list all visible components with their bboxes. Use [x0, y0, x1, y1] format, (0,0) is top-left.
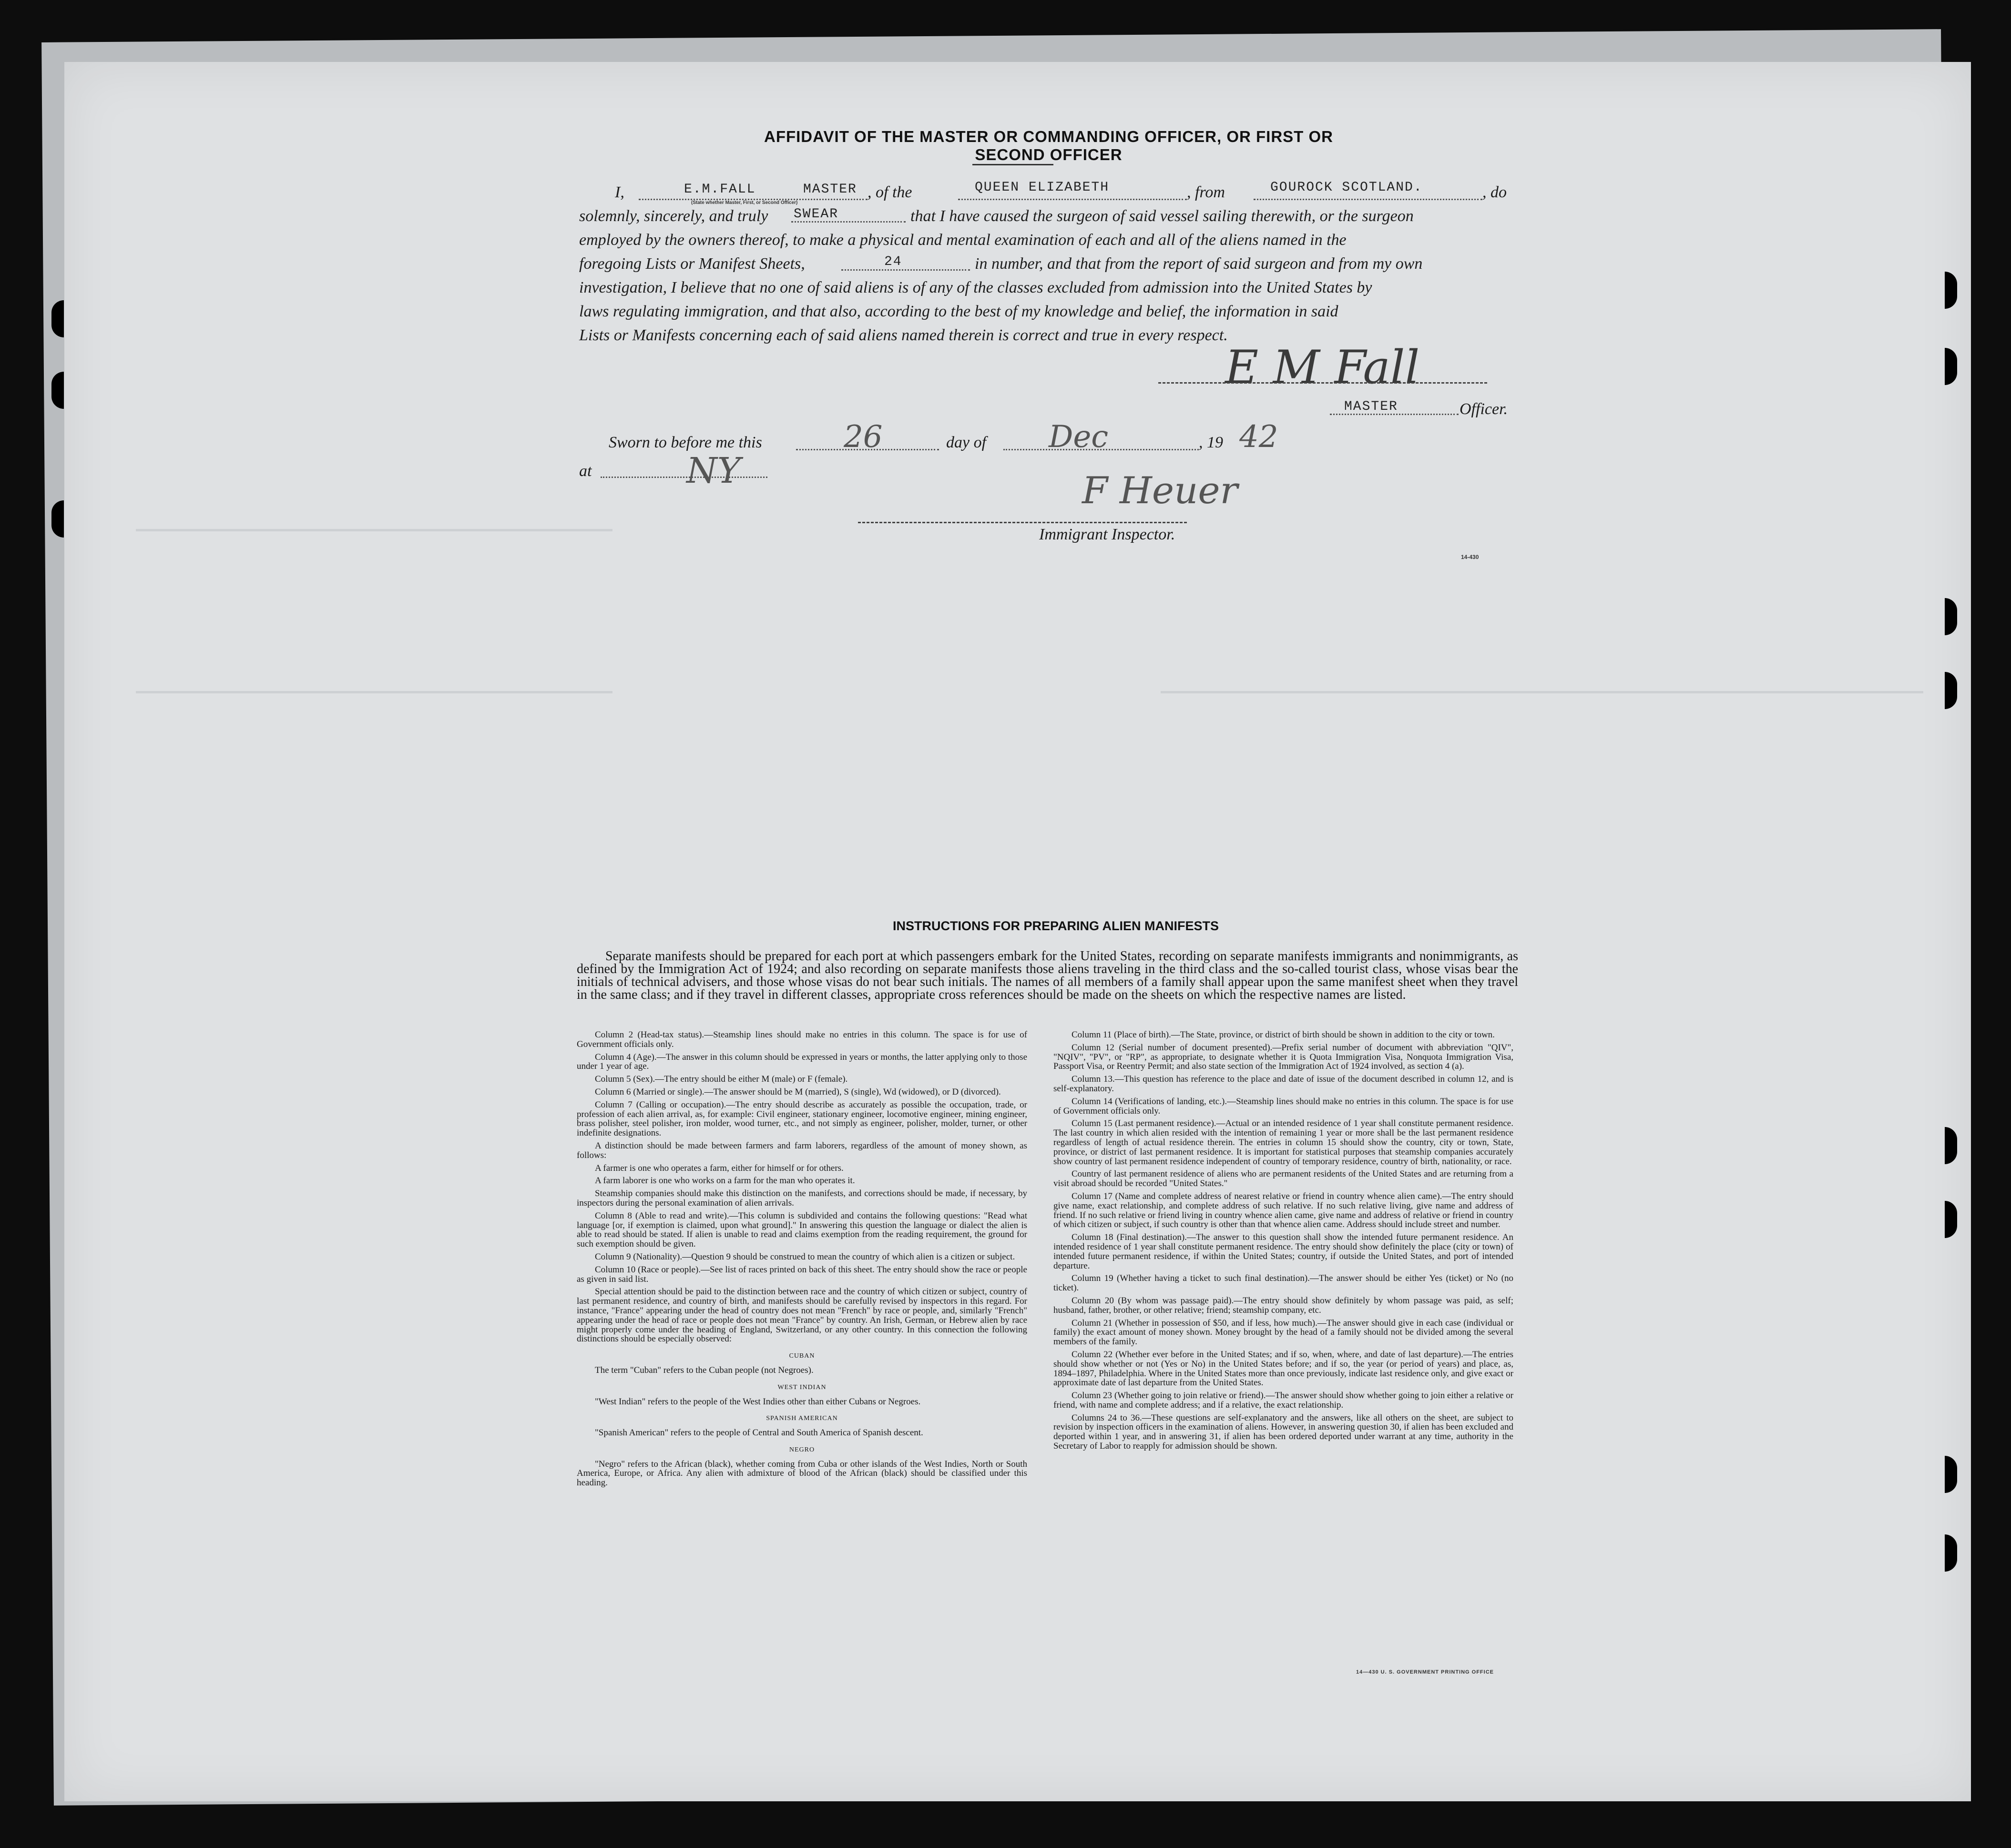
- race-definition: "Spanish American" refers to the people of Central and South America of Spanish descent.: [595, 1428, 923, 1438]
- race-heading: WEST INDIAN: [777, 1383, 827, 1391]
- instruction-paragraph: Column 2 (Head-tax status).—Steamship lines should make no entries in this column. The space is for use of Government officials only.: [577, 1030, 1027, 1049]
- officer-field-line: [1330, 413, 1459, 415]
- year-prefix-label: , 19: [1199, 434, 1223, 451]
- at-label: at: [579, 462, 592, 480]
- instruction-paragraph: Column 12 (Serial number of document presented).—Prefix serial number of document with abbreviation "QIV", "NQIV", "PV", or "RP", as appropriate, to designate whether it is Quota Immigration Visa, Nonquota Immigration Visa, Passport Visa, or Reentry Permit; and also state section of the Immigration Act of 1924 involved, as section 4 (a).: [1053, 1042, 1513, 1072]
- sworn-label: Sworn to before me this: [609, 434, 762, 451]
- instructions-intro: Separate manifests should be prepared for each port at which passengers embark for the United States, recording on separate manifests immigrants and nonimmigrants, as defined by the Immigration Act of 1924; and also recording on separate manifests those aliens traveling in the third class and the so-called tourist class, whose visas bear the initials of technical advisers, and those whose visas do not bear such initials. The names of all members of a family shall appear upon the same manifest sheet when they travel in the same class; and if they travel in different classes, appropriate cross references should be made on the sheets on which the respective names are listed.: [577, 949, 1518, 1002]
- binder-hole: [1945, 348, 1957, 385]
- binder-hole: [51, 300, 64, 337]
- binder-hole: [51, 372, 64, 409]
- inspector-signature: F Heuer: [1082, 469, 1238, 512]
- instruction-paragraph: A farm laborer is one who works on a farm for the man who operates it.: [595, 1176, 855, 1186]
- instruction-paragraph: Column 15 (Last permanent residence).—Actual or an intended residence of 1 year shall constitute permanent residence. The last country in which alien resided with the intention of remaining 1 year or more shall be the last permanent residence regardless of length of actual residence therein. The entries in column 15 should show the country, city or town, State, province, or district of last permanent residence. It is important for statistical purposes that steamship companies accurately show country of last permanent residence independent of country of temporary residence, country of birth, nationality, or race.: [1053, 1118, 1513, 1167]
- instruction-paragraph: Column 21 (Whether in possession of $50, and if less, how much).—The answer should give in each case (individual or family) the exact amount of money shown. Money brought by the head of a family should not be divided among the several members of the family.: [1053, 1318, 1513, 1347]
- instruction-paragraph: Columns 24 to 36.—These questions are self-explanatory and the answers, like all others on the sheet, are subject to revision by inspection officers in the examination of aliens. However, in answering question 30, if alien has been excluded and deported within 1 year, and in answering 31, if alien has been ordered deported under warrant at any time, authority in the Secretary of Labor to reapply for admission should be shown.: [1053, 1412, 1513, 1452]
- binder-hole: [1945, 1534, 1957, 1572]
- affidavit-line-4b: in number, and that from the report of said surgeon and from my own: [975, 255, 1423, 273]
- sheets-field-line: [841, 268, 970, 271]
- instruction-paragraph: Country of last permanent residence of aliens who are permanent residents of the United States and are returning from a visit abroad should be recorded "United States.": [1053, 1169, 1513, 1189]
- bleed-through-line: [1161, 691, 1923, 693]
- instruction-paragraph: Column 11 (Place of birth).—The State, province, or district of birth should be shown in addition to the city or town.: [1072, 1030, 1495, 1040]
- affidavit-line-3: employed by the owners thereof, to make a physical and mental examination of each and all of the aliens named in the: [579, 231, 1347, 249]
- master-name: E.M.FALL: [684, 182, 756, 197]
- instruction-paragraph: Column 6 (Married or single).—The answer should be M (married), S (single), Wd (widowed), or D (divorced).: [595, 1086, 1001, 1097]
- instruction-paragraph: Column 5 (Sex).—The entry should be either M (male) or F (female).: [595, 1074, 848, 1085]
- master-signature: E M Fall: [1225, 341, 1420, 394]
- sworn-day-handwritten: 26: [844, 419, 883, 455]
- instruction-paragraph: Column 23 (Whether going to join relative or friend).—The answer should show whether going to join either a relative or friend, with name and complete address; and if a relative, the exact relationship.: [1053, 1391, 1513, 1410]
- instruction-paragraph: A distinction should be made between farmers and farm laborers, regardless of the amount of money shown, as follows:: [577, 1140, 1027, 1160]
- do-label: , do: [1482, 183, 1507, 201]
- binder-hole: [1945, 1456, 1957, 1493]
- affidavit-i: I,: [615, 183, 624, 201]
- affidavit-line-2a: solemnly, sincerely, and truly: [579, 207, 768, 225]
- sheet-count: 24: [884, 254, 902, 269]
- instruction-paragraph: Column 20 (By whom was passage paid).—The entry should show definitely by whom passage was paid, as self; husband, father, brother, or other relative; friend; steamship company, etc.: [1053, 1295, 1513, 1315]
- of-the-label: , of the: [868, 183, 912, 201]
- affidavit-line-2b: that I have caused the surgeon of said vessel sailing therewith, or the surgeon: [910, 207, 1414, 225]
- officer-rank: MASTER: [803, 182, 857, 197]
- affidavit-title: AFFIDAVIT OF THE MASTER OR COMMANDING OFFICER, OR FIRST OR SECOND OFFICER: [764, 128, 1333, 163]
- binder-hole: [1945, 272, 1957, 309]
- printing-office-footer: 14—430 U. S. GOVERNMENT PRINTING OFFICE: [1356, 1669, 1494, 1675]
- officer-label: Officer.: [1460, 400, 1508, 418]
- form-number: 14-430: [1461, 554, 1479, 560]
- oath-word: SWEAR: [794, 207, 839, 222]
- affidavit-line-5: investigation, I believe that no one of said aliens is of any of the classes excluded from admission into the United States by: [579, 279, 1372, 296]
- instruction-paragraph: A farmer is one who operates a farm, either for himself or for others.: [595, 1163, 844, 1173]
- race-definition: The term "Cuban" refers to the Cuban people (not Negroes).: [595, 1365, 814, 1375]
- port-name: GOUROCK SCOTLAND.: [1270, 180, 1423, 195]
- place-field-line: [601, 476, 767, 478]
- day-of-label: day of: [946, 434, 987, 451]
- instruction-paragraph: Column 7 (Calling or occupation).—The entry should describe as accurately as possible the occupation, trade, or profession of each alien arrival, as, for example: Civil engineer, stationary engineer, locomotive engineer, mining engineer, brass polisher, steel polisher, iron molder, wood turner, etc., and not simply as engineer, polisher, molder, turner, or other indefinite designations.: [577, 1099, 1027, 1138]
- instruction-paragraph: Column 14 (Verifications of landing, etc.).—Steamship lines should make no entries in this column. The space is for use of Government officials only.: [1053, 1096, 1513, 1116]
- binder-hole: [1945, 1127, 1957, 1164]
- inspector-signature-line: [858, 522, 1187, 523]
- binder-hole: [1945, 1201, 1957, 1238]
- binder-hole: [1945, 598, 1957, 635]
- inspector-label: Immigrant Inspector.: [1039, 526, 1175, 543]
- race-heading: NEGRO: [789, 1446, 815, 1453]
- bleed-through-line: [136, 691, 612, 693]
- affidavit-line-7: Lists or Manifests concerning each of said aliens named therein is correct and true in every respect.: [579, 326, 1228, 344]
- sworn-month-handwritten: Dec: [1049, 419, 1109, 455]
- race-definition: "Negro" refers to the African (black), whether coming from Cuba or other islands of the West Indies, North or South America, Europe, or Africa. Any alien with admixture of blood of the African (black) should be classified under this heading.: [577, 1459, 1027, 1488]
- instructions-left-column: [577, 1030, 1027, 1491]
- instruction-paragraph: Column 9 (Nationality).—Question 9 should be construed to mean the country of which alien is a citizen or subject.: [595, 1251, 1015, 1262]
- instruction-paragraph: Column 4 (Age).—The answer in this column should be expressed in years or months, the latter applying only to those under 1 year of age.: [577, 1052, 1027, 1072]
- instruction-paragraph: Column 17 (Name and complete address of nearest relative or friend in country whence alien came).—The entry should give name, exact relationship, and complete address of such relative. If no such relative living, give name and address of friend. If no such relative or friend living in country whence alien came, give name and address of relative or friend in country of which citizen or subject, if such country is other than that whence alien came. Address should include street and number.: [1053, 1191, 1513, 1230]
- instruction-paragraph: Column 19 (Whether having a ticket to such final destination).—The answer should be either Yes (ticket) or No (no ticket).: [1053, 1273, 1513, 1293]
- affidavit-line-4a: foregoing Lists or Manifest Sheets,: [579, 255, 805, 273]
- from-label: , from: [1187, 183, 1225, 201]
- instructions-right-column: [1053, 1030, 1513, 1454]
- sworn-year-handwritten: 42: [1239, 419, 1278, 455]
- binder-hole: [1945, 672, 1957, 709]
- title-rule: [972, 164, 1053, 165]
- port-field-line: [1254, 198, 1482, 200]
- instruction-paragraph: Special attention should be paid to the distinction between race and the country of which citizen or subject, country of last permanent residence, and country of birth, and manifests should be carefully revised by inspectors in this regard. For instance, "France" appearing under the head of country does not mean "French" by race or people, and, similarly "French" appearing under the head of race or people does not mean "France" by country. An Irish, German, or Hebrew alien by race might properly come under the heading of England, Switzerland, or any other country. In this connection the following distinctions should be especially observed:: [577, 1287, 1027, 1344]
- race-heading: SPANISH AMERICAN: [766, 1415, 838, 1422]
- race-heading: CUBAN: [789, 1352, 815, 1360]
- rank-note: (State whether Master, First, or Second Officer): [691, 200, 798, 205]
- officer-title: MASTER: [1344, 399, 1398, 414]
- instruction-paragraph: Column 8 (Able to read and write).—This column is subdivided and contains the following questions: "Read what language [or, if exemption is claimed, upon what ground]." In answering this question the language or dialect the alien is able to read should be stated. If alien is unable to read and claims exemption from the reading requirement, the ground for such exemption should be given.: [577, 1210, 1027, 1249]
- instruction-paragraph: Column 10 (Race or people).—See list of races printed on back of this sheet. The entry should show the race or people as given in said list.: [577, 1264, 1027, 1284]
- vessel-name: QUEEN ELIZABETH: [975, 180, 1110, 195]
- instruction-paragraph: Column 13.—This question has reference to the place and date of issue of the document described in column 12, and is self-explanatory.: [1053, 1074, 1513, 1094]
- race-definition: "West Indian" refers to the people of the West Indies other than either Cubans or Negroes.: [595, 1396, 921, 1407]
- instruction-paragraph: Steamship companies should make this distinction on the manifests, and corrections should be made, if necessary, by inspectors during the personal examination of alien arrivals.: [577, 1188, 1027, 1208]
- place-handwritten: NY: [686, 450, 741, 491]
- oath-field-line: [791, 220, 906, 223]
- bleed-through-line: [136, 529, 612, 531]
- master-signature-line: [1158, 382, 1487, 384]
- instructions-title: INSTRUCTIONS FOR PREPARING ALIEN MANIFESTS: [892, 919, 1219, 933]
- instruction-paragraph: Column 18 (Final destination).—The answer to this question shall show the intended future permanent residence. An intended residence of 1 year shall constitute permanent residence. The entry should show definitely the place (city or town) of intended future permanent residence, if within the United States; country, if outside the United States, and port of intended departure.: [1053, 1232, 1513, 1271]
- affidavit-line-6: laws regulating immigration, and that also, according to the best of my knowledge and belief, the information in said: [579, 303, 1338, 320]
- vessel-field-line: [958, 198, 1187, 200]
- instruction-paragraph: Column 22 (Whether ever before in the United States; and if so, when, where, and date of last departure).—The entries should show whether or not (Yes or No) in the United States before; and if so, the year (or period of years) and place, as, 1894–1897, Philadelphia. Where in the United States more than once previously, indicate last residence only, and give exact or approximate date of last departure from the United States.: [1053, 1349, 1513, 1388]
- binder-hole: [51, 500, 64, 538]
